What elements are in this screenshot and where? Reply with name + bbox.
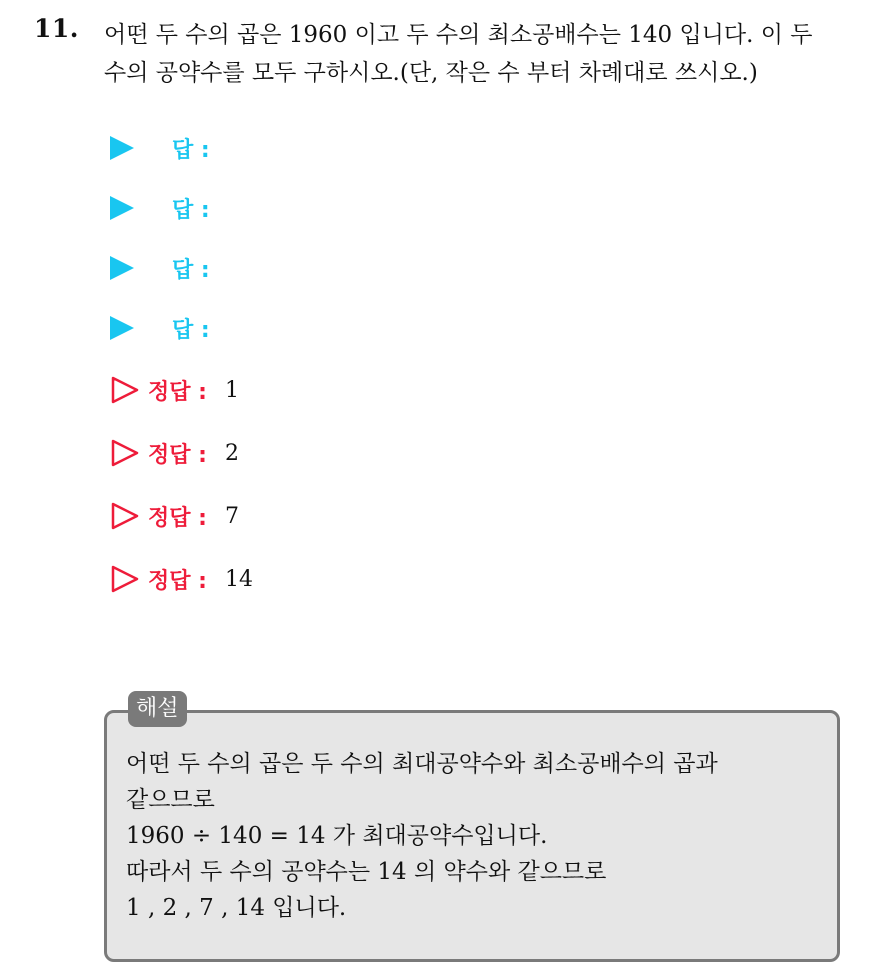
correct-answer-row-3 xyxy=(110,498,239,534)
correct-value: 7 xyxy=(224,503,239,529)
answer-label: 답 : xyxy=(172,137,210,163)
outline-triangle-right-icon xyxy=(110,564,140,594)
answer-row-3[interactable] xyxy=(110,253,210,283)
answer-row-4[interactable] xyxy=(110,313,210,343)
outline-triangle-right-icon xyxy=(110,375,140,405)
filled-triangle-right-icon xyxy=(110,256,134,280)
explanation-line-1: 어떤 두 수의 곱은 두 수의 최대공약수와 최소공배수의 곱과 xyxy=(126,751,718,777)
correct-answer-row-1 xyxy=(110,372,239,408)
correct-label: 정답 : xyxy=(148,568,207,594)
filled-triangle-right-icon xyxy=(110,136,134,160)
explanation-line-4: 따라서 두 수의 공약수는 14 의 약수와 같으므로 xyxy=(126,859,607,885)
explanation-tag: 해설 xyxy=(128,691,187,727)
correct-label: 정답 : xyxy=(148,379,207,405)
answer-row-1[interactable] xyxy=(110,133,210,163)
explanation-line-2: 같으므로 xyxy=(126,787,215,813)
correct-value: 1 xyxy=(224,377,239,403)
question-line-1: 어떤 두 수의 곱은 1960 이고 두 수의 최소공배수는 140 입니다. 이 두 xyxy=(104,22,813,48)
question-line-2: 수의 공약수를 모두 구하시오.(단, 작은 수 부터 차례대로 쓰시오.) xyxy=(104,60,758,86)
explanation-text xyxy=(126,746,836,926)
explanation-line-5: 1 , 2 , 7 , 14 입니다. xyxy=(126,895,347,921)
correct-value: 14 xyxy=(224,566,253,592)
question-number: 11. xyxy=(34,14,79,43)
correct-answer-row-4 xyxy=(110,561,253,597)
correct-label: 정답 : xyxy=(148,505,207,531)
correct-answer-row-2 xyxy=(110,435,239,471)
answer-label: 답 : xyxy=(172,257,210,283)
question-text xyxy=(104,16,874,92)
answer-label: 답 : xyxy=(172,317,210,343)
explanation-line-3: 1960 ÷ 140 = 14 가 최대공약수입니다. xyxy=(126,823,548,849)
answer-row-2[interactable] xyxy=(110,193,210,223)
filled-triangle-right-icon xyxy=(110,316,134,340)
correct-value: 2 xyxy=(224,440,239,466)
outline-triangle-right-icon xyxy=(110,501,140,531)
correct-label: 정답 : xyxy=(148,442,207,468)
outline-triangle-right-icon xyxy=(110,438,140,468)
filled-triangle-right-icon xyxy=(110,196,134,220)
answer-label: 답 : xyxy=(172,197,210,223)
